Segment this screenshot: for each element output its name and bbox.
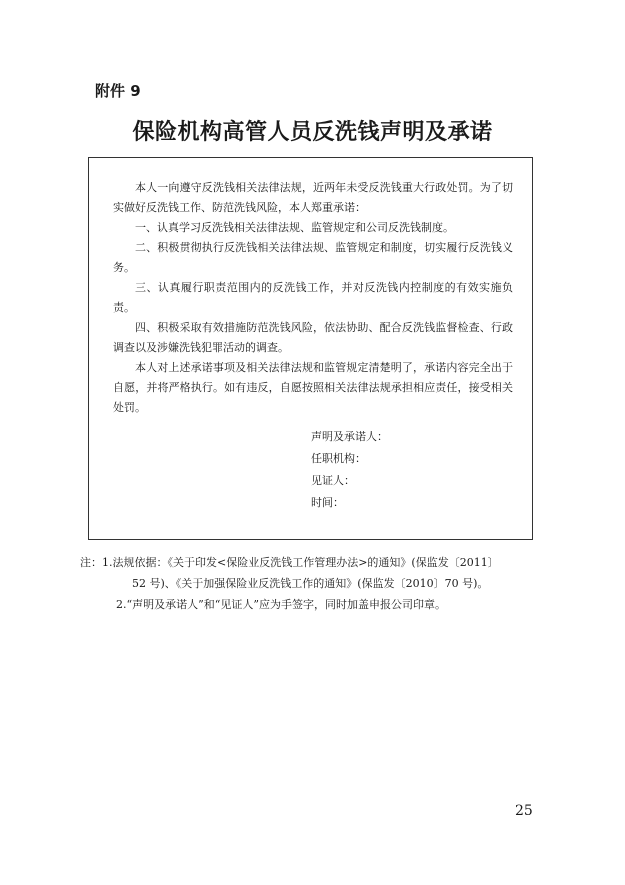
commitment-item-3: 三、认真履行职责范围内的反洗钱工作，并对反洗钱内控制度的有效实施负责。 <box>113 281 513 314</box>
note-2: 2.“声明及承诺人”和“见证人”应为手签字，同时加盖申报公司印章。 <box>116 598 446 611</box>
statement-intro: 本人一向遵守反洗钱相关法律法规，近两年未受反洗钱重大行政处罚。为了切实做好反洗钱工作、防范洗钱风险，本人郑重承诺： <box>113 181 513 214</box>
commitment-item-1: 一、认真学习反洗钱相关法律法规、监管规定和公司反洗钱制度。 <box>135 221 454 234</box>
notes-section <box>80 552 550 615</box>
statement-closing: 本人对上述承诺事项及相关法律法规和监管规定清楚明了，承诺内容完全出于自愿，并将严格执行。如有违反，自愿按照相关法律法规承担相应责任，接受相关处罚。 <box>113 361 513 414</box>
commitment-item-2: 二、积极贯彻执行反洗钱相关法律法规、监管规定和制度，切实履行反洗钱义务。 <box>113 241 513 274</box>
attachment-label: 附件 9 <box>95 82 141 100</box>
institution-line: 任职机构： <box>311 452 366 465</box>
declarant-signature-line: 声明及承诺人： <box>311 430 388 443</box>
note-1-continued: 52 号)、《关于加强保险业反洗钱工作的通知》(保监发〔2010〕70 号)。 <box>132 577 489 590</box>
witness-line: 见证人： <box>311 474 355 487</box>
time-line: 时间： <box>311 496 344 509</box>
page-title: 保险机构高管人员反洗钱声明及承诺 <box>132 119 493 145</box>
statement-box <box>88 157 533 540</box>
note-1: 注：1.法规依据：《关于印发<保险业反洗钱工作管理办法>的通知》(保监发〔2011〕 <box>80 556 499 569</box>
page-number: 25 <box>515 803 533 819</box>
commitment-item-4: 四、积极采取有效措施防范洗钱风险，依法协助、配合反洗钱监督检查、行政调查以及涉嫌洗钱犯罪活动的调查。 <box>113 321 513 354</box>
